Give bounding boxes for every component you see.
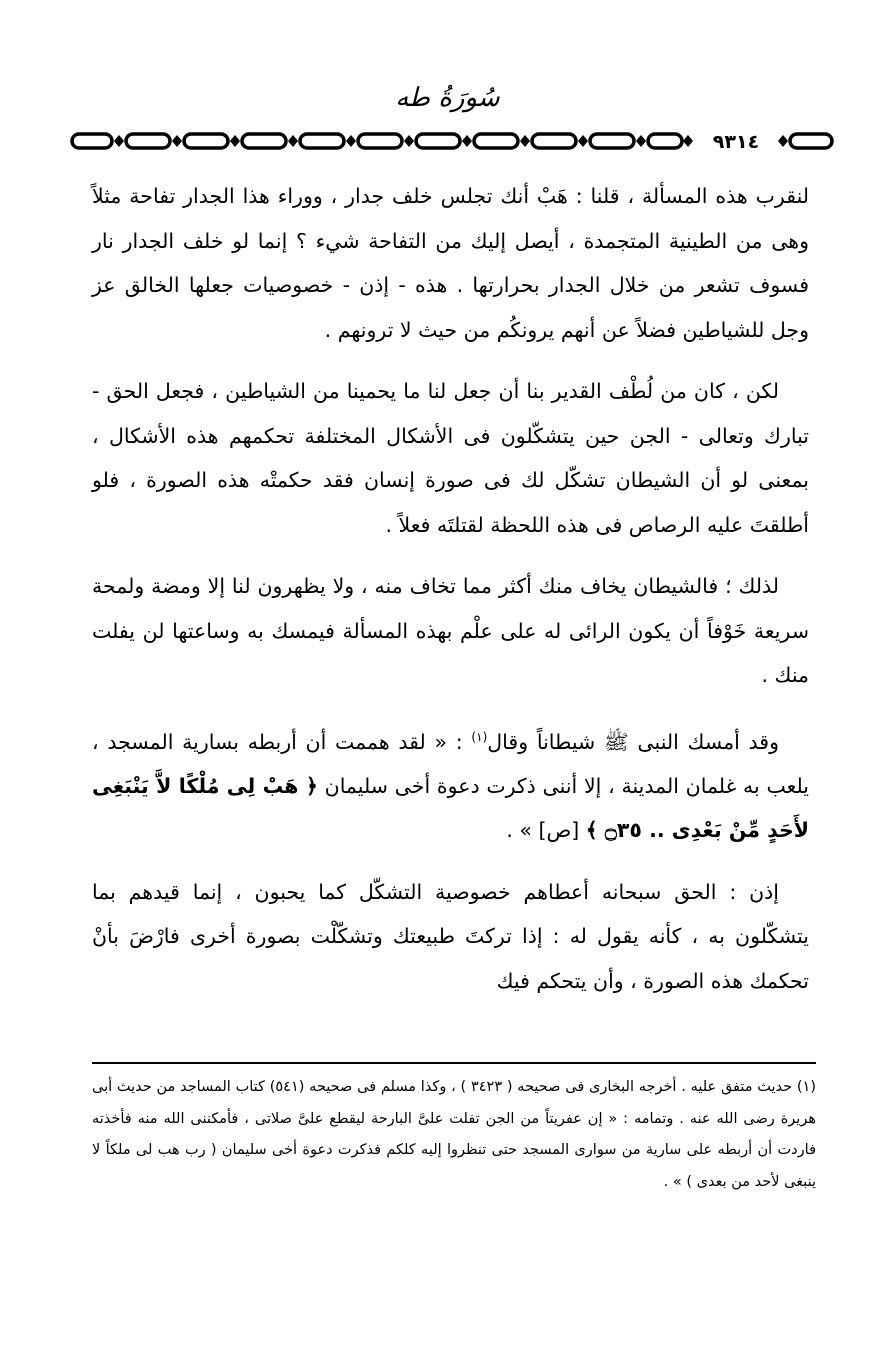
paragraph-3: لذلك ؛ فالشيطان يخاف منك أكثر مما تخاف منه ، ولا يظهرون لنا إلا ومضة ولمحة سريعة خَوْفاً أن يكون الرائى له على علْم بهذه المسألة فيمسك به وساعتها لن يفلت منك .	[92, 574, 809, 687]
paragraph-1: لنقرب هذه المسألة ، قلنا : هَبْ أنك تجلس خلف جدار ، ووراء هذا الجدار تفاحة مثلاً وهى من الطينية المتجمدة ، أيصل إليك من التفاحة شيء ؟ إنما لو خلف الجدار نار فسوف تشعر من خلال الجدار بحرارتها . هذه - إذن - خصوصيات جعلها الخالق عز وجل للشياطين فضلاً عن أنهم يرونكُم من حيث لا ترونهم .	[92, 184, 809, 342]
hadith-quote: : « لقد هممت أن أربطه بسارية المسجد ، يلعب به غلمان المدينة ، إلا أننى ذكرت دعوة أخى سليمان	[92, 729, 810, 798]
header-ornament-band	[70, 128, 835, 154]
footnote-1: (١) حديث متفق عليه . أخرجه البخارى فى صحيحه ( ٣٤٢٣ ) ، وكذا مسلم فى صحيحه (٥٤١) كتاب المساجد من حديث أبى هريرة رضى الله عنه . وتمامه : « إن عفريتاً من الجن تفلت علىَّ البارحة ليقطع علىَّ صلاتى ، فأمكننى الله منه فأخذته فاردت أن أربطه على سارية من سوارى المسجد حتى تنظروا إليه كلكم فذكرت دعوة أخى سليمان ( رب هب لى ملكاً لا ينبغى لأحد من بعدى ) » .	[92, 1079, 817, 1190]
hadith-intro: وقد أمسك النبى ﷺ شيطاناً وقال	[487, 729, 779, 754]
footnotes	[92, 1072, 816, 1198]
paragraph-5: إذن : الحق سبحانه أعطاهم خصوصية التشكّل كما يحبون ، إنما قيدهم بما يتشكّلون به ، كأنه يقول له : إذا تركتَ طبيعتك وتشكّلْت بصورة أخرى فارْضَ بأنْ تحكمك هذه الصورة ، وأن يتحكم فيك	[92, 879, 809, 993]
paragraph-2: لكن ، كان من لُطْف القدير بنا أن جعل لنا ما يحمينا من الشياطين ، فجعل الحق - تبارك وتعالى - الجن حين يتشكّلون فى الأشكال المختلفة تحكمهم هذه الأشكال ، بمعنى لو أن الشيطان تشكّل لك فى صورة إنسان فقد حكمتْه هذه الصورة ، فلو أطلقتَ عليه الرصاص فى هذه اللحظة لقتلتَه فعلاً .	[92, 379, 809, 537]
surah-title: سُورَةُ طه	[395, 83, 500, 113]
page-number: ٩٣١٤	[712, 131, 760, 153]
footnote-ref: (١)	[471, 729, 488, 744]
footnote-separator	[92, 1062, 816, 1064]
paragraph-4	[92, 715, 809, 853]
quran-verse: ﴿ هَبْ لِى مُلْكًا لاَّ يَنْبَغِى لأَحَدٍ مِّنْ بَعْدِى .. ۝٣٥ ﴾	[92, 773, 809, 843]
main-text	[92, 174, 809, 1020]
verse-reference: [ص] » .	[506, 818, 586, 843]
